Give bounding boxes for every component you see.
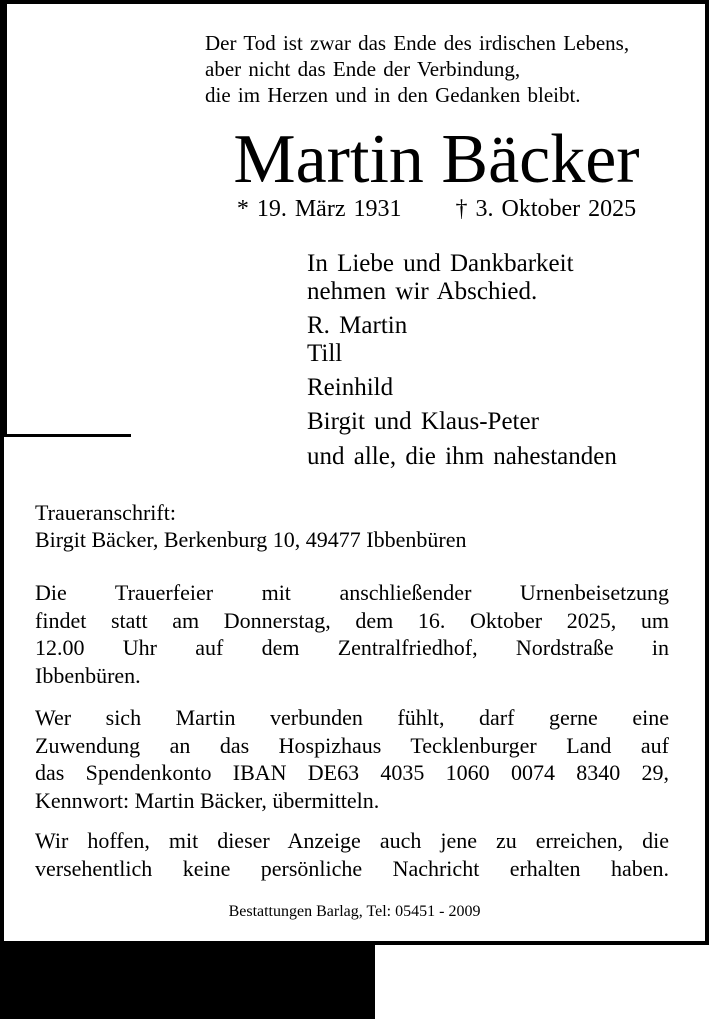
funeral-home-line: Bestattungen Barlag, Tel: 05451 - 2009 (228, 903, 481, 920)
paragraph-line: 12.00 Uhr auf dem Zentralfriedhof, Nordstraße in (35, 635, 669, 660)
ceremony-paragraph (35, 579, 669, 689)
epigraph (205, 30, 675, 108)
paragraph-line: Kennwort: Martin Bäcker, übermitteln. (35, 787, 380, 813)
hope-paragraph (35, 827, 669, 882)
paragraph-line: das Spendenkonto IBAN DE63 4035 1060 0074 8340 29, (35, 760, 669, 785)
donation-paragraph (35, 704, 669, 814)
paragraph-line: Wir hoffen, mit dieser Anzeige auch jene zu erreichen, die (35, 828, 669, 853)
mourner-name: und alle, die ihm nahestanden (307, 443, 617, 470)
deceased-name: Martin Bäcker (233, 121, 640, 198)
life-dates (205, 195, 668, 223)
mourner-name: Till (307, 340, 343, 367)
address-block (35, 499, 669, 553)
paragraph-line: Zuwendung an das Hospizhaus Tecklenburger Land auf (35, 732, 669, 758)
epigraph-line: aber nicht das Ende der Verbindung, (205, 57, 521, 81)
cross-horizontal-bar (4, 434, 131, 437)
mourner-name: Birgit und Klaus-Peter (307, 408, 539, 435)
paragraph-line: findet statt am Donnerstag, dem 16. Oktober 2025, um (35, 607, 669, 633)
mourner-name: Reinhild (307, 374, 394, 401)
address-label: Traueranschrift: (35, 500, 176, 525)
paragraph-line: versehentlich keine persönliche Nachricht erhalten haben. (35, 855, 669, 881)
cross-icon (4, 4, 131, 437)
farewell-intro-line: nehmen wir Abschied. (307, 278, 538, 305)
address-value: Birgit Bäcker, Berkenburg 10, 49477 Ibbenbüren (35, 527, 467, 552)
paragraph-line: Ibbenbüren. (35, 662, 141, 688)
mourner-name: R. Martin (307, 312, 408, 339)
redaction-block (0, 945, 375, 1019)
cross-vertical-bar (4, 4, 7, 434)
birth-date: * 19. März 1931 (236, 196, 402, 222)
paragraph-line: Wer sich Martin verbunden fühlt, darf gerne eine (35, 705, 669, 730)
farewell-block (307, 250, 679, 471)
epigraph-line: die im Herzen und in den Gedanken bleibt. (205, 83, 581, 107)
death-date: † 3. Oktober 2025 (455, 196, 637, 222)
farewell-intro-line: In Liebe und Dankbarkeit (307, 250, 574, 277)
paragraph-line: Die Trauerfeier mit anschließender Urnenbeisetzung (35, 580, 669, 605)
epigraph-line: Der Tod ist zwar das Ende des irdischen Lebens, (205, 31, 630, 55)
